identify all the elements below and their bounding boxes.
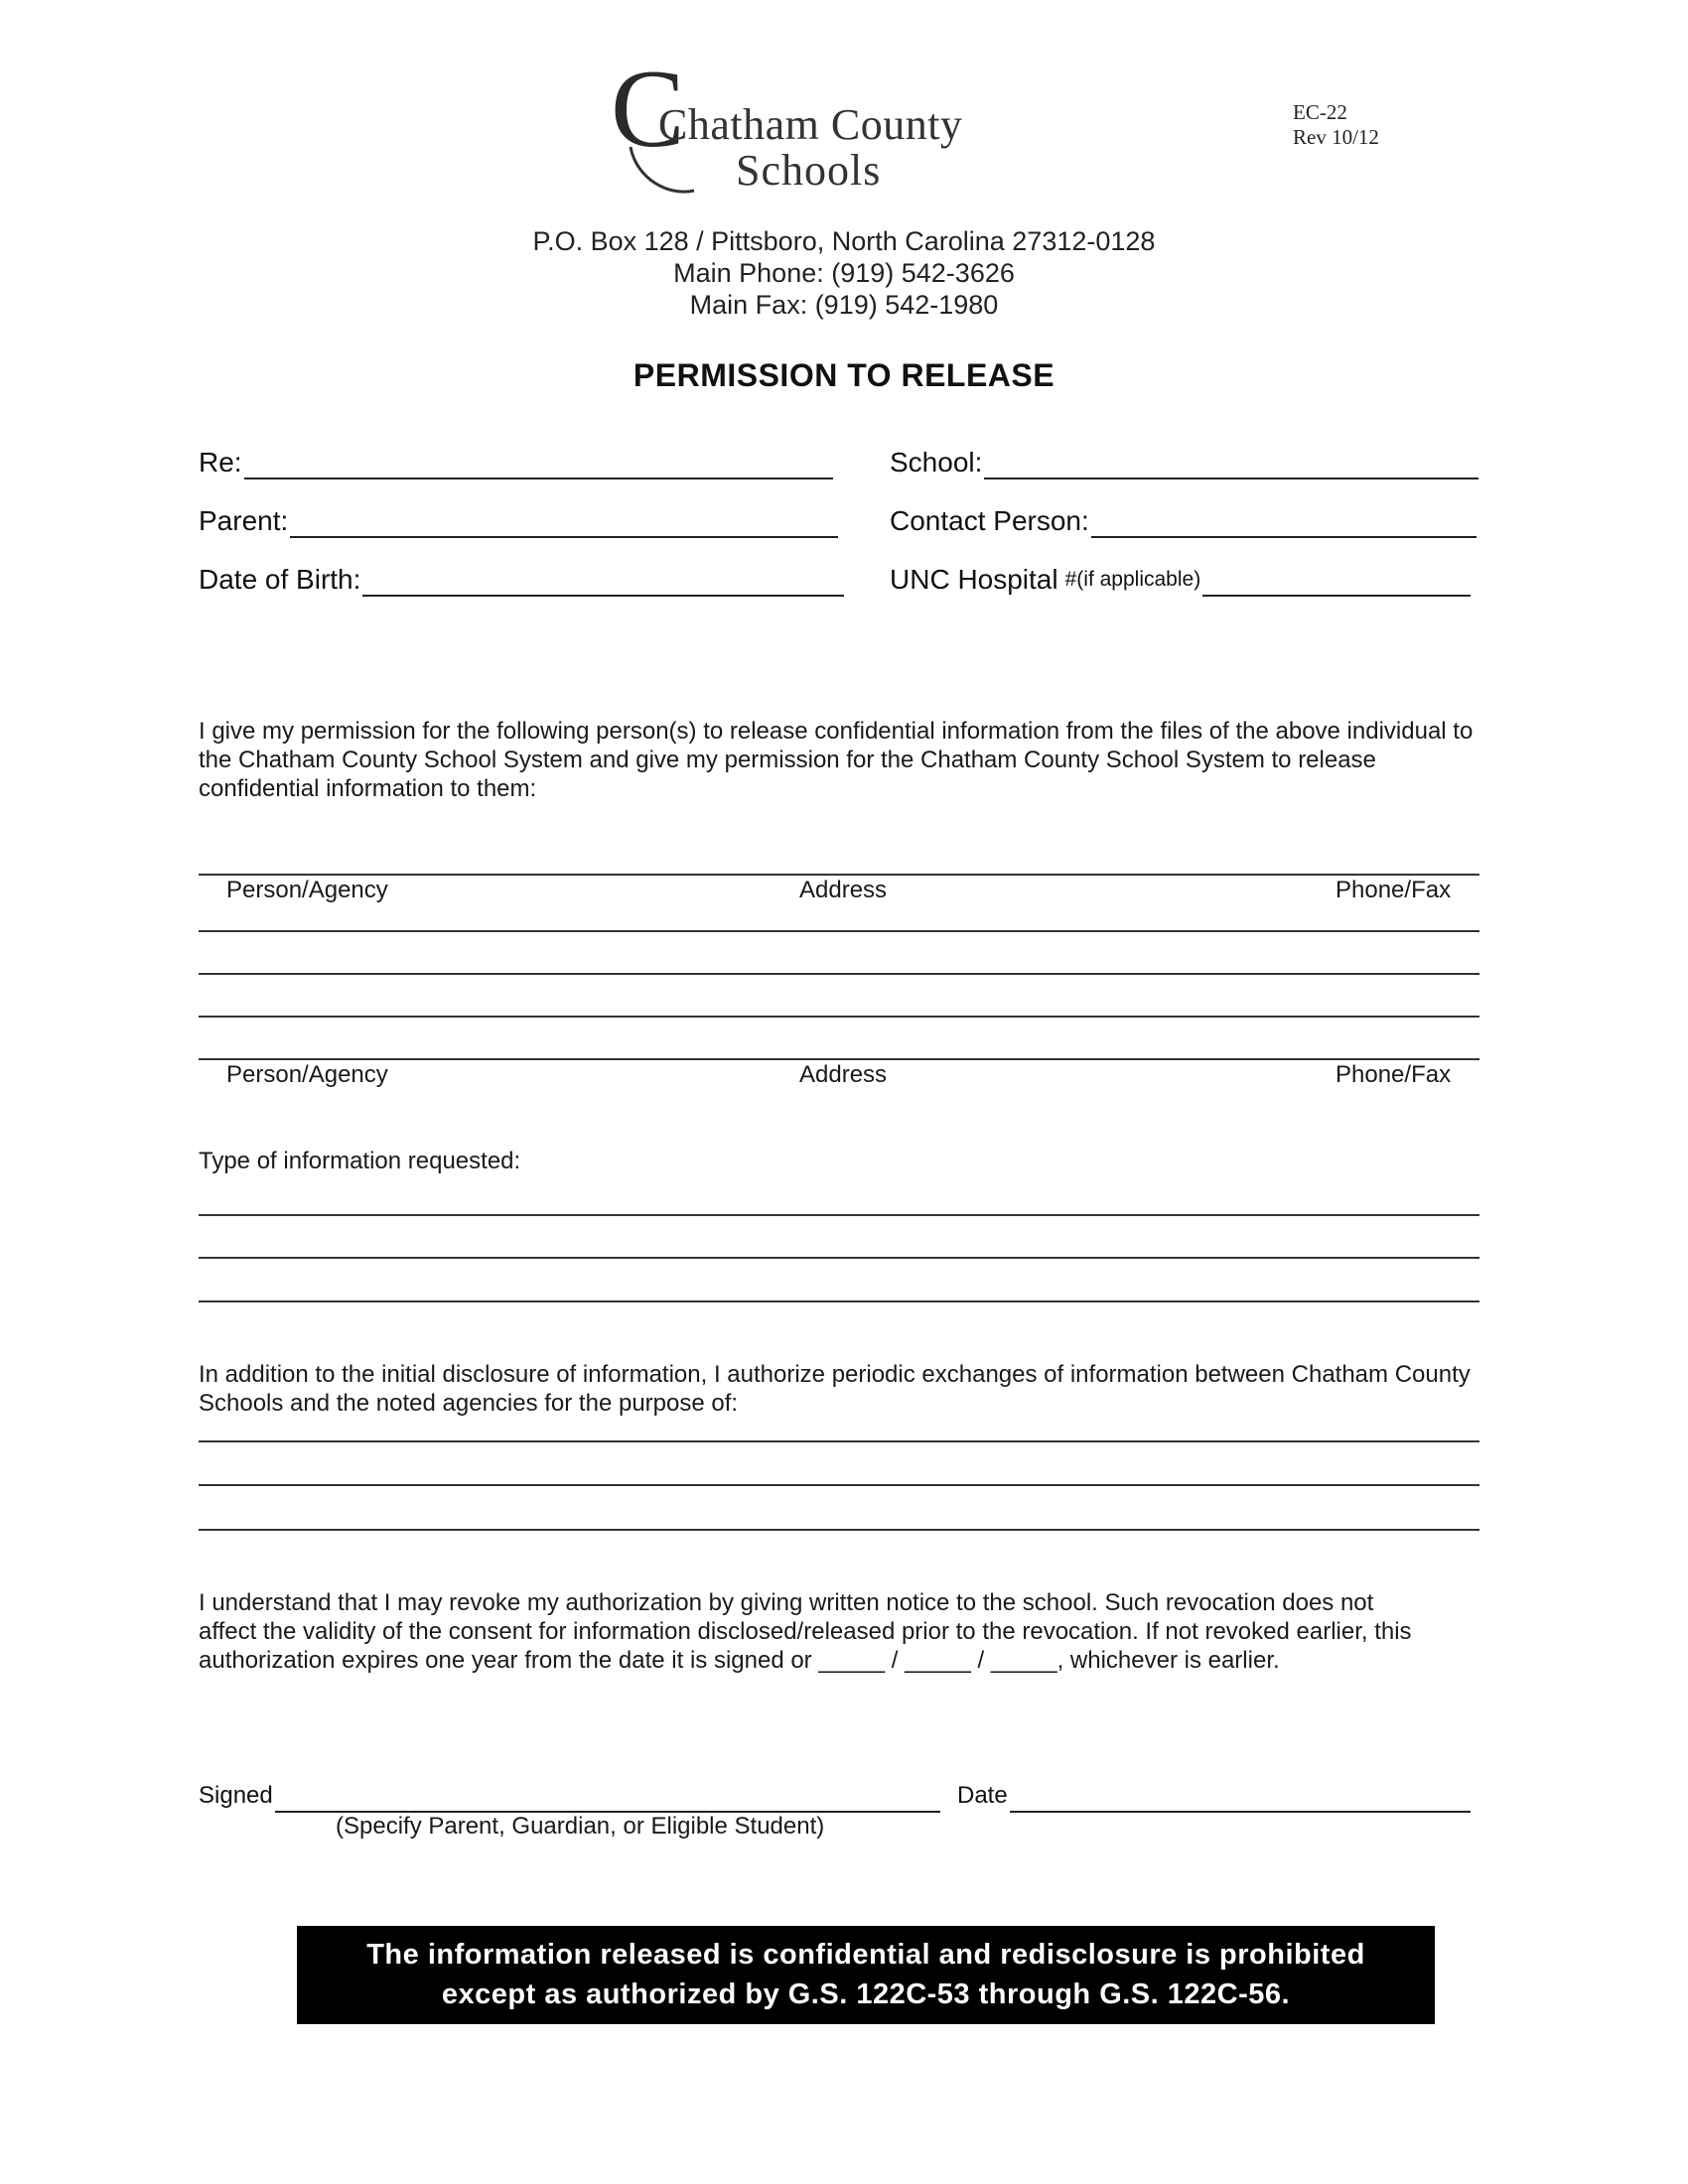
parent-field[interactable] [199,504,838,538]
revocation-paragraph [199,1588,1489,1675]
form-revision: Rev 10/12 [1293,125,1379,149]
info-requested-line-1[interactable] [199,1214,1479,1216]
type-of-information-label: Type of information requested: [199,1148,521,1174]
col-address: Address [799,877,888,903]
main-phone: Main Phone: (919) 542-3626 [673,258,1015,288]
address-block [0,225,1688,321]
signed-label: Signed [199,1782,273,1809]
form-code [1293,100,1379,150]
school-input-line[interactable] [984,454,1478,479]
re-input-line[interactable] [244,454,833,479]
logo-emblem: C [611,48,685,171]
re-field[interactable] [199,446,833,479]
mailing-address: P.O. Box 128 / Pittsboro, North Carolina 27312-0128 [532,226,1156,256]
contact-person-input-line[interactable] [1091,512,1477,538]
confidentiality-notice [297,1926,1435,2024]
col-person-agency-2: Person/Agency [226,1061,388,1088]
person-agency-line-2[interactable] [199,930,1479,932]
date-input-line[interactable] [1010,1791,1471,1813]
parent-input-line[interactable] [290,512,838,538]
signature-input-line[interactable] [275,1791,940,1813]
revocation-line-2: affect the validity of the consent for information disclosed/released prior to the revocation. If not revoked earlier, this [199,1618,1412,1645]
revocation-line-1: I understand that I may revoke my authorization by giving written notice to the school. Such revocation does not [199,1589,1374,1616]
logo-text-line2: Schools [736,146,882,195]
purpose-line-1[interactable] [199,1440,1479,1442]
parent-label: Parent: [199,505,289,536]
date-of-birth-label: Date of Birth: [199,564,361,595]
school-field[interactable] [890,446,1478,479]
periodic-exchange-paragraph: In addition to the initial disclosure of information, I authorize periodic exchanges of information between Chatham County Schools and the noted agencies for the purpose of: [199,1361,1471,1417]
school-label: School: [890,447,983,478]
purpose-line-3[interactable] [199,1529,1479,1531]
col-phone-fax-2: Phone/Fax [1336,1061,1452,1088]
contact-person-label: Contact Person: [890,505,1089,536]
info-requested-line-2[interactable] [199,1257,1479,1259]
signer-specification-note: (Specify Parent, Guardian, or Eligible Student) [336,1813,825,1840]
re-label: Re: [199,447,242,478]
logo-text-line1: Chatham County [658,100,963,149]
contact-person-field[interactable] [890,504,1477,538]
person-agency-line-1[interactable] [199,874,1479,876]
signed-field[interactable] [199,1779,940,1813]
date-of-birth-field[interactable] [199,563,844,597]
info-requested-line-3[interactable] [199,1300,1479,1302]
col-phone-fax: Phone/Fax [1336,877,1452,903]
form-number: EC-22 [1293,100,1347,124]
main-fax: Main Fax: (919) 542-1980 [689,290,999,320]
page-title: PERMISSION TO RELEASE [633,357,1055,393]
col-person-agency: Person/Agency [226,877,388,903]
person-agency-line-4[interactable] [199,1016,1479,1018]
unc-hospital-input-line[interactable] [1202,571,1471,597]
unc-hospital-label: UNC Hospital [890,564,1058,595]
date-label: Date [957,1782,1008,1809]
date-of-birth-input-line[interactable] [362,571,844,597]
unc-hospital-field[interactable] [890,563,1471,597]
notice-line-2: except as authorized by G.S. 122C-53 through G.S. 122C-56. [441,1979,1291,2010]
revocation-line-3: authorization expires one year from the date it is signed or _____ / _____ / _____, whichever is earlier. [199,1647,1280,1674]
chatham-county-schools-logo [611,48,963,197]
unc-hospital-note: #(if applicable) [1064,568,1201,591]
col-address-2: Address [799,1061,888,1088]
date-field[interactable] [957,1779,1471,1813]
person-agency-line-3[interactable] [199,973,1479,975]
notice-line-1: The information released is confidential and redisclosure is prohibited [366,1939,1365,1971]
purpose-line-2[interactable] [199,1484,1479,1486]
person-agency-line-5[interactable] [199,1058,1479,1060]
permission-paragraph: I give my permission for the following person(s) to release confidential information from the files of the above individual to the Chatham County School System and give my permission for the Chatham County School System to release confidential information to them: [199,718,1474,802]
